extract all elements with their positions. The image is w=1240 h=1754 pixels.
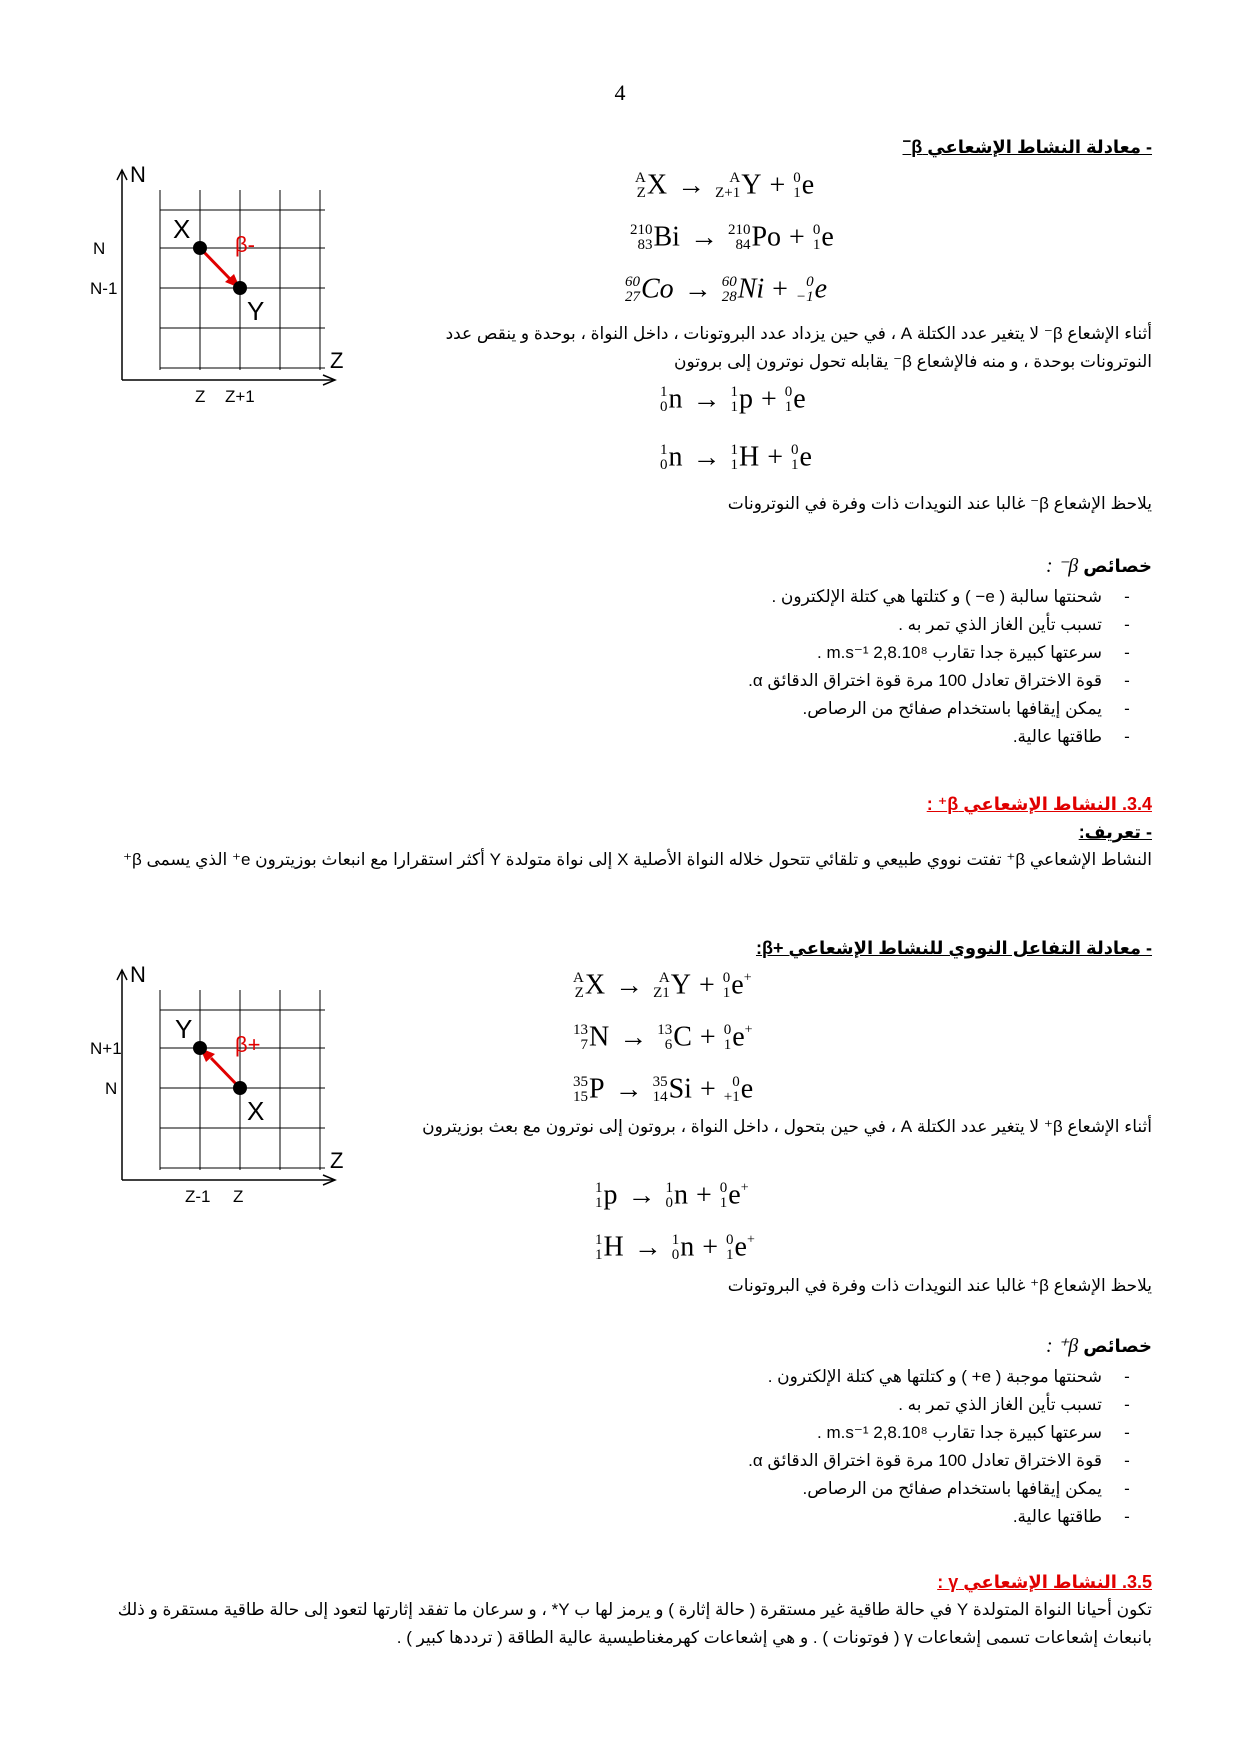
list-item: - قوة الاختراق تعادل 100 مرة قوة اختراق الدقائق α. — [452, 667, 1152, 695]
axes — [117, 170, 335, 385]
list-item: - تسبب تأين الغاز الذي تمر به . — [452, 611, 1152, 639]
arrow-icon: → — [619, 1021, 648, 1053]
beta-plus-note: يلاحظ الإشعاع β⁺ غالبا عند النويدات ذات وفرة في البروتونات — [727, 1276, 1152, 1295]
list-item: - سرعتها كبيرة جدا تقارب 2,8.10⁸ m.s⁻¹ . — [452, 1419, 1152, 1447]
beta-minus-props-title: خصائص β⁻ : — [1046, 555, 1152, 577]
row-label-upper: N — [93, 239, 106, 258]
arrow-icon: → — [689, 221, 718, 253]
beta-minus-eq-1: A Z X → A Z+1 Y + 0 1 e — [635, 169, 815, 201]
list-item: - طاقتها عالية. — [452, 1503, 1152, 1531]
end-nucleus-dot — [233, 281, 247, 295]
end-nucleus-dot — [193, 1041, 207, 1055]
end-nucleus-label: Y — [247, 296, 265, 326]
beta-plus-paragraph: أثناء الإشعاع β⁺ لا يتغير عدد الكتلة A ، في حين بتحول ، داخل النواة ، بروتون إلى نوترون مع بعث بوزيترون — [422, 1117, 1152, 1136]
page-number: 4 — [614, 80, 626, 105]
beta-plus-diagram — [85, 960, 355, 1210]
axis-n-label: N — [130, 162, 146, 187]
list-item: - قوة الاختراق تعادل 100 مرة قوة اختراق الدقائق α. — [452, 1447, 1152, 1475]
list-item: - يمكن إيقافها باستخدام صفائح من الرصاص. — [452, 1475, 1152, 1503]
list-item: - سرعتها كبيرة جدا تقارب 2,8.10⁸ m.s⁻¹ . — [452, 639, 1152, 667]
col-label-right: Z+1 — [225, 387, 255, 406]
axis-n-label: N — [130, 962, 146, 987]
row-label-upper: N+1 — [90, 1039, 122, 1058]
col-label-left: Z — [195, 387, 206, 406]
beta-plus-props-title: خصائص β⁺ : — [1046, 1335, 1152, 1357]
start-nucleus-label: X — [247, 1096, 265, 1126]
arrow-icon: → — [614, 1073, 643, 1105]
beta-minus-paragraph: أثناء الإشعاع β⁻ لا يتغير عدد الكتلة A ، في حين يزداد عدد البروتونات ، داخل النواة ، بوحدة و ينقص عدد النوترونات بوحدة ، و منه فالإشعاع β⁻ يقابله تحول نوترون إلى بروتون — [445, 324, 1152, 371]
gamma-section-title: 3.5. النشاط الإشعاعي γ : — [937, 1572, 1152, 1592]
list-item: - يمكن إيقافها باستخدام صفائح من الرصاص. — [452, 695, 1152, 723]
beta-plus-label: β+ — [235, 1032, 261, 1057]
end-nucleus-label: Y — [175, 1014, 193, 1044]
beta-minus-eq-3: 60 27 Co → 60 28 Ni + 0 −1 e — [625, 273, 828, 305]
definition-heading: - تعريف: — [1078, 822, 1152, 842]
beta-plus-eq-3: 35 15 P → 35 14 Si + 0 +1 e — [573, 1073, 754, 1105]
row-label-lower: N-1 — [90, 279, 118, 298]
start-nucleus-label: X — [173, 214, 191, 244]
arrow-icon: → — [677, 169, 706, 201]
beta-plus-eq-2: 13 7 N → 13 6 C + 0 1 e+ — [573, 1021, 753, 1053]
gamma-paragraph: تكون أحيانا النواة المتولدة Y في حالة طاقية غير مستقرة ( حالة إثارة ) و يرمز لها ب Y* ، و سرعان ما تفقد إثارتها لتعود إلى حالة طاقية مستقرة و ذلك بانبعاث إشعاعات تسمى إشعاعات γ ( فوتونات ) . و هي إشعاعات كهرمغناطيسية عالية الطاقة ( ترددها كبير ) . — [117, 1600, 1152, 1647]
start-nucleus-dot — [233, 1081, 247, 1095]
axis-z-label: Z — [330, 1148, 344, 1173]
beta-minus-label: β- — [235, 232, 255, 257]
beta-minus-transform-1: 1 0 n → 1 1 p + 0 1 e — [660, 383, 806, 415]
beta-plus-eq-1: A Z X → A Z1 Y + 0 1 e+ — [573, 969, 752, 1001]
arrow-icon: → — [633, 1231, 662, 1263]
arrow-icon: → — [692, 383, 721, 415]
beta-minus-heading: - معادلة النشاط الإشعاعي β− — [902, 133, 1152, 157]
beta-plus-definition: النشاط الإشعاعي β⁺ تفتت نووي طبيعي و تلقائي تتحول خلاله النواة الأصلية X إلى نواة متولدة Y أكثر استقرارا مع انبعاث بوزيترون e⁺ الذي يسمى β⁺ — [123, 850, 1152, 869]
axes — [117, 970, 335, 1185]
arrow-icon: → — [627, 1179, 656, 1211]
list-item: - طاقتها عالية. — [452, 723, 1152, 751]
list-item: - تسبب تأين الغاز الذي تمر به . — [452, 1391, 1152, 1419]
beta-minus-diagram — [85, 160, 355, 410]
beta-plus-section-title: 3.4. النشاط الإشعاعي β⁺ : — [926, 794, 1152, 814]
start-nucleus-dot — [193, 241, 207, 255]
axis-z-label: Z — [330, 348, 344, 373]
arrow-icon: → — [615, 969, 644, 1001]
beta-minus-eq-2: 210 83 Bi → 210 84 Po + 0 1 e — [630, 221, 834, 253]
beta-plus-heading: - معادلة التفاعل النووي للنشاط الإشعاعي +β: — [755, 938, 1152, 958]
beta-plus-props-list — [452, 1363, 1152, 1531]
beta-plus-transform-1: 1 1 p → 1 0 n + 0 1 e+ — [595, 1179, 749, 1211]
arrow-icon: → — [683, 273, 712, 305]
beta-minus-props-list — [452, 583, 1152, 751]
list-item: - شحنتها سالبة ( e− ) و كتلتها هي كتلة الإلكترون . — [452, 583, 1152, 611]
col-label-right: Z — [233, 1187, 244, 1206]
beta-minus-transform-2: 1 0 n → 1 1 H + 0 1 e — [660, 441, 812, 473]
col-label-left: Z-1 — [185, 1187, 211, 1206]
row-label-lower: N — [105, 1079, 118, 1098]
beta-minus-note: يلاحظ الإشعاع β⁻ غالبا عند النويدات ذات وفرة في النوترونات — [727, 494, 1152, 513]
beta-plus-transform-2: 1 1 H → 1 0 n + 0 1 e+ — [595, 1231, 755, 1263]
arrow-icon: → — [692, 441, 721, 473]
list-item: - شحنتها موجبة ( e+ ) و كتلتها هي كتلة الإلكترون . — [452, 1363, 1152, 1391]
